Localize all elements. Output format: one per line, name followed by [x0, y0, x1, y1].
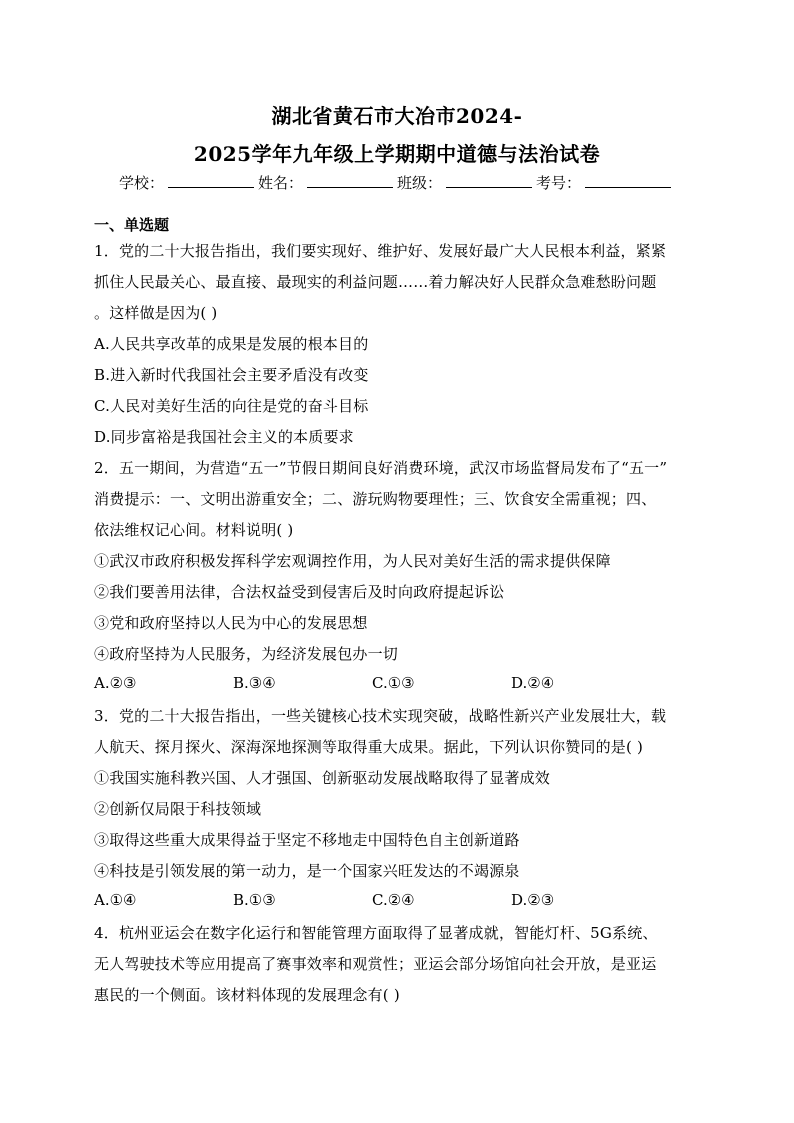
q3-option-c: C.②④: [372, 891, 415, 909]
q4-stem-line: 惠民的一个侧面。该材料体现的发展理念有( ): [94, 986, 400, 1004]
q1-stem-line: 。这样做是因为( ): [94, 304, 218, 322]
q2-statement-4: ④政府坚持为人民服务，为经济发展包办一切: [94, 645, 399, 663]
q1-option-a: A.人民共享改革的成果是发展的根本目的: [94, 335, 369, 353]
q2-statement-1: ①武汉市政府积极发挥科学宏观调控作用，为人民对美好生活的需求提供保障: [94, 552, 611, 570]
q3-option-a: A.①④: [94, 891, 137, 909]
name-label: 姓名：: [257, 174, 303, 192]
section-heading: 一、单选题: [94, 216, 170, 234]
q3-stem-line: 3．党的二十大报告指出，一些关键核心技术实现突破，战略性新兴产业发展壮大，载: [94, 707, 667, 725]
q1-option-c: C.人民对美好生活的向往是党的奋斗目标: [94, 397, 369, 415]
q3-stem-line: 人航天、探月探火、深海深地探测等取得重大成果。据此，下列认识你赞同的是( ): [94, 738, 644, 756]
number-label: 考号：: [536, 174, 582, 192]
class-blank: [446, 175, 532, 188]
q2-stem-line: 消费提示：一、文明出游重安全；二、游玩购物要理性；三、饮食安全需重视；四、: [94, 490, 657, 508]
exam-title-line2: 2025学年九年级上学期期中道德与法治试卷: [193, 142, 601, 166]
student-info-row: [0, 172, 794, 193]
class-label: 班级：: [397, 174, 443, 192]
q2-stem-line: 依法维权记心间。材料说明( ): [94, 521, 294, 539]
q3-statement-1: ①我国实施科教兴国、人才强国、创新驱动发展战略取得了显著成效: [94, 769, 551, 787]
q1-stem-line: 1．党的二十大报告指出，我们要实现好、维护好、发展好最广大人民根本利益，紧紧: [94, 242, 667, 260]
q3-option-d: D.②③: [511, 891, 555, 909]
q2-stem-line: 2．五一期间，为营造“五一”节假日期间良好消费环境，武汉市场监督局发布了“五一”: [94, 459, 668, 477]
q1-stem-line: 抓住人民最关心、最直接、最现实的利益问题……着力解决好人民群众急难愁盼问题: [94, 273, 657, 291]
number-field: [536, 172, 675, 193]
school-label: 学校：: [118, 174, 164, 192]
q3-statement-2: ②创新仅局限于科技领域: [94, 800, 262, 818]
exam-title-line1: 湖北省黄石市大冶市2024-: [271, 104, 523, 128]
q1-option-d: D.同步富裕是我国社会主义的本质要求: [94, 428, 354, 446]
q2-statement-3: ③党和政府坚持以人民为中心的发展思想: [94, 614, 368, 632]
q2-option-c: C.①③: [372, 674, 415, 692]
q3-statement-3: ③取得这些重大成果得益于坚定不移地走中国特色自主创新道路: [94, 831, 520, 849]
name-blank: [307, 175, 393, 188]
name-field: [258, 172, 397, 193]
school-field: [119, 172, 258, 193]
q2-option-a: A.②③: [94, 674, 137, 692]
q4-stem-line: 无人驾驶技术等应用提高了赛事效率和观赏性；亚运会部分场馆向社会开放，是亚运: [94, 955, 657, 973]
q3-statement-4: ④科技是引领发展的第一动力，是一个国家兴旺发达的不竭源泉: [94, 862, 520, 880]
q3-option-b: B.①③: [233, 891, 276, 909]
school-blank: [168, 175, 254, 188]
q4-stem-line: 4．杭州亚运会在数字化运行和智能管理方面取得了显著成就，智能灯杆、5G系统、: [94, 924, 658, 942]
q2-option-d: D.②④: [511, 674, 555, 692]
number-blank: [585, 175, 671, 188]
q2-option-b: B.③④: [233, 674, 276, 692]
q1-option-b: B.进入新时代我国社会主要矛盾没有改变: [94, 366, 369, 384]
class-field: [397, 172, 536, 193]
q2-statement-2: ②我们要善用法律，合法权益受到侵害后及时向政府提起诉讼: [94, 583, 505, 601]
